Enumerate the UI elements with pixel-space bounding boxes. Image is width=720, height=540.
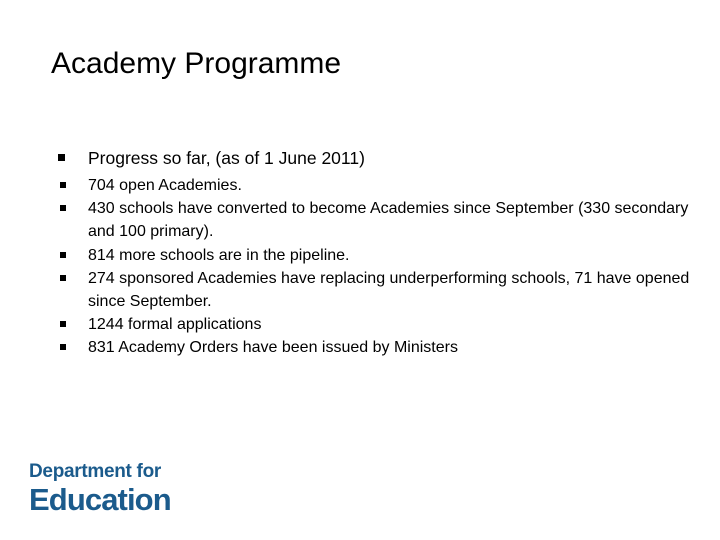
- logo-line-department: Department for: [29, 461, 161, 482]
- bullet-item: [60, 267, 700, 313]
- square-bullet-icon: [60, 344, 66, 350]
- square-bullet-icon: [60, 275, 66, 281]
- bullet-text: 430 schools have converted to become Academies since September (330 secondary and 100 primary).: [88, 200, 689, 241]
- bullet-item: [60, 197, 700, 243]
- slide-title: Academy Programme: [51, 47, 342, 80]
- square-bullet-icon: [60, 205, 66, 211]
- bullet-item: [60, 336, 700, 359]
- bullet-item: [60, 244, 700, 267]
- bullet-text: 704 open Academies.: [88, 177, 242, 194]
- square-bullet-icon: [60, 321, 66, 327]
- square-bullet-icon: [60, 182, 66, 188]
- logo-line-education: Education: [29, 482, 171, 517]
- square-bullet-icon: [60, 252, 66, 258]
- bullet-text: 274 sponsored Academies have replacing underperforming schools, 71 have opened since September.: [88, 269, 690, 311]
- department-for-education-logo: [29, 461, 171, 517]
- bullet-text: 831 Academy Orders have been issued by Ministers: [88, 339, 458, 357]
- bullet-list: [60, 174, 700, 360]
- bullet-item: [60, 313, 700, 336]
- intro-text: Progress so far, (as of 1 June 2011): [88, 148, 365, 168]
- square-bullet-icon: [58, 154, 65, 161]
- bullet-text: 814 more schools are in the pipeline.: [88, 246, 350, 264]
- bullet-item: [60, 174, 700, 197]
- bullet-text: 1244 formal applications: [88, 316, 262, 334]
